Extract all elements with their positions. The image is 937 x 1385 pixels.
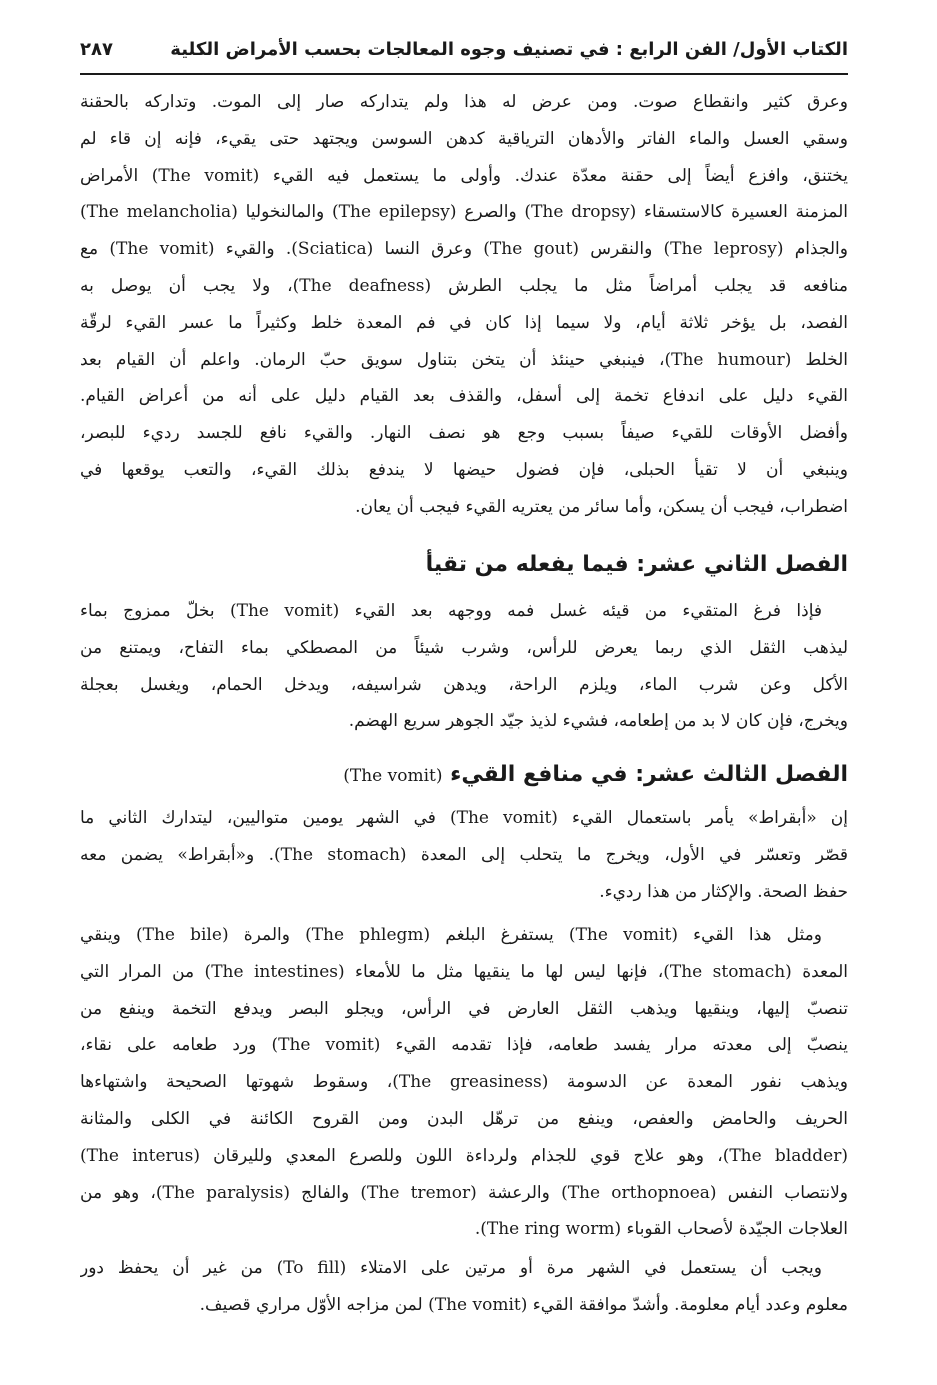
text-line: ويخرج، فإن كان لا بد من إطعامه، فشيء لذيذ جيّد الجوهر سريع الهضم. <box>348 711 848 732</box>
text-line: الخلط (The humour)، فينبغي حينئذ أن يتخن بتناول سويق حبّ الرمان. واعلم أن القيام بعد <box>80 349 848 370</box>
section-12-title: الفصل الثاني عشر: فيما يفعله من تقيأ <box>425 552 848 577</box>
section-13-paragraph-2 <box>80 917 848 1248</box>
text-line: ولانتصاب النفس (The orthopnoea) والرعشة (The tremor) والفالج (The paralysis)، وهو من <box>80 1182 848 1203</box>
text-line: يختنق، وافزع أيضاً إلى حقنة معدّة عندك. وأولى ما يستعمل فيه القيء (The vomit) الأمراض <box>80 165 848 186</box>
text-line: المعدة (The stomach)، فإنها ليس لها ما ينقيها مثل ما للأمعاء (The intestines) من المرار التي <box>80 961 848 982</box>
text-line: وعرق كثير وانقطاع صوت. ومن عرض له هذا ولم يتداركه صار إلى الموت. وتداركه بالحقنة <box>80 92 848 112</box>
text-line: الأكل وعن شرب الماء، ويلزم الراحة، ويدهن شراسيفه، ويدخل الحمام، ويغسل بعجلة <box>80 674 848 695</box>
text-line: ينصبّ إلى معدته مرار يفسد طعامه، فإذا تقدمه القيء (The vomit) ورد طعامه على نقاء، <box>80 1035 848 1056</box>
running-title: الكتاب الأول/ الفن الرابع : في تصنيف وجوه المعالجات بحسب الأمراض الكلية <box>170 38 848 60</box>
text-line: وأفضل الأوقات للقيء صيفاً بسبب وجع هو نصف النهار. والقيء نافع للجسد رديء للبصر، <box>80 423 848 444</box>
text-line: ويذهب نفور المعدة عن الدسومة (The greasiness)، وسقوط شهوتها الصحيحة واشتهاءها <box>80 1072 848 1093</box>
text-line: تنصبّ إليها، وينقيها ويذهب الثقل العارض في الرأس، ويجلو البصر ويدفع التخمة وينفع من <box>80 998 848 1019</box>
text-line: ويجب أن يستعمل في الشهر مرة أو مرتين على الامتلاء (To fill) من غير أن يحفظ دور <box>80 1258 822 1278</box>
section-13-heading <box>80 762 848 787</box>
text-line: قصّر وتعسّر في الأول، ويخرج ما يتحلب إلى المعدة (The stomach). و«أبقراط» يضمن معه <box>80 844 848 865</box>
section-13-paragraph-1 <box>80 800 848 910</box>
text-line: ومثل هذا القيء (The vomit) يستفرغ البلغم (The phlegm) والمرة (The bile) وينقي <box>80 925 822 945</box>
text-line: الحريف والحامض والعفص، وينفع من ترهّل البدن ومن القروح الكائنة في الكلى والمثانة <box>80 1108 848 1129</box>
text-line: معلوم وعدد أيام معلومة. وأشدّ موافقة القيء (The vomit) لمن مزاجه الأوّل مراري قصيف. <box>199 1294 848 1315</box>
section-13-title: الفصل الثالث عشر: في منافع القيء <box>450 762 848 787</box>
text-line: (The bladder)، وهو علاج قوي للجذام ولرداءة اللون وللصرع المعدي ولليرقان (The interus) <box>80 1145 848 1166</box>
text-line: وسقي العسل والماء الفاتر والأدهان الترياقية كدهن السوسن ويجتهد حتى يقيء، فإنه إن قاء لم <box>80 128 848 149</box>
header-rule <box>80 73 848 75</box>
text-line: فإذا فرغ المتقيء من قيئه غسل فمه ووجهه بعد القيء (The vomit) بخلّ ممزوج بماء <box>80 601 822 621</box>
text-line: اضطراب، فيجب أن يسكن، وأما سائر من يعتريه القيء فيجب أن يعان. <box>355 496 848 517</box>
text-line: العلاجات الجيّدة لأصحاب القوباء (The ring worm). <box>474 1219 848 1240</box>
text-line: حفظ الصحة. والإكثار من هذا رديء. <box>599 881 848 902</box>
text-line: الفصد، بل يؤخر ثلاثة أيام، ولا سيما إذا كان في فم المعدة خلط وكثيراً ما عسر القيء لرقّة <box>80 312 848 333</box>
section-12-heading <box>80 552 848 577</box>
text-line: إن «أبقراط» يأمر باستعمال القيء (The vomit) في الشهر يومين متواليين، ليتدارك الثاني ما <box>80 808 848 828</box>
section-12-paragraph <box>80 593 848 740</box>
text-line: منافعه قد يجلب أمراضاً مثل ما يجلب الطرش (The deafness)، ولا يجب أن يوصل به <box>80 275 848 296</box>
section-13-paragraph-3 <box>80 1250 848 1324</box>
section-13-title-en: (The vomit) <box>343 766 443 786</box>
text-line: القيء دليل على اندفاع تخمة إلى أسفل، والقذف بعد القيام دليل على أنه من أعراض القيام. <box>80 386 848 407</box>
text-line: وينبغي أن لا تقيأ الحبلى، فإن فضول حيضها لا يندفع بذلك القيء، والتعب يوقعها في <box>80 459 848 480</box>
text-line: ليذهب الثقل الذي ربما يعرض للرأس، وشرب شيئاً من المصطكي بماء التفاح، ويمتنع من <box>80 637 848 658</box>
page-number: ٢٨٧ <box>80 38 113 60</box>
text-line: والجذام (The leprosy) والنقرس (The gout) وعرق النسا (Sciatica). والقيء (The vomit) مع <box>80 239 848 260</box>
text-line: المزمنة العسيرة كالاستسقاء (The dropsy) والصرع (The epilepsy) والمالنخوليا (The melancholia) <box>80 202 848 223</box>
running-header <box>80 32 848 66</box>
paragraph-continuation <box>80 84 848 526</box>
